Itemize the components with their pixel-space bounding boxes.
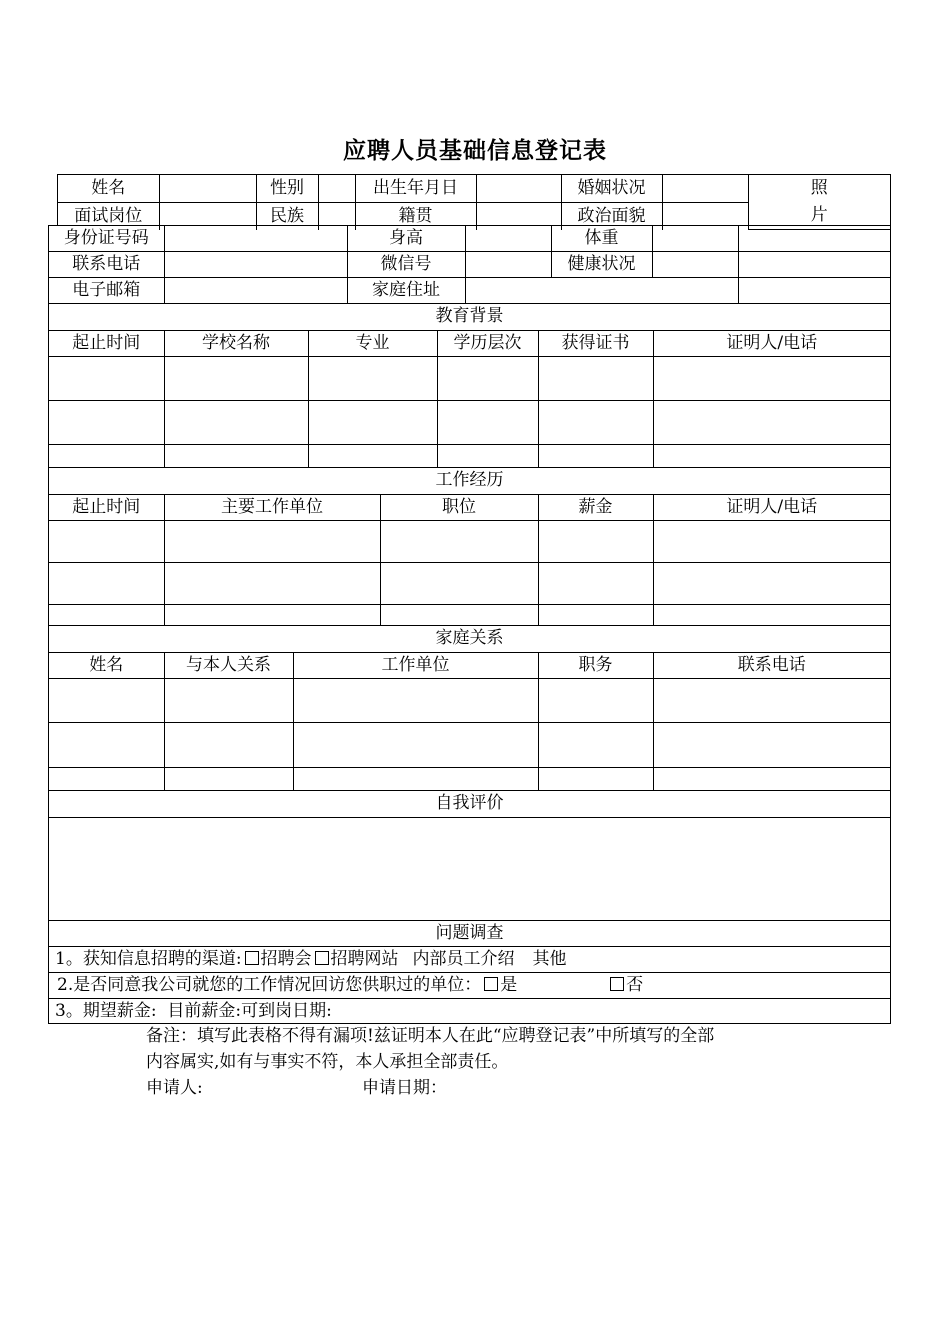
q1-option-other[interactable]: 其他: [532, 948, 567, 969]
table-cell[interactable]: [293, 768, 538, 790]
email-label: 电子邮箱: [49, 278, 164, 303]
table-cell[interactable]: [164, 520, 380, 562]
marital-status-label: 婚姻状况: [561, 175, 662, 202]
table-cell[interactable]: [164, 356, 308, 400]
table-cell[interactable]: [164, 400, 308, 444]
edu-col-major: 专业: [308, 330, 437, 356]
table-cell[interactable]: [49, 356, 164, 400]
table-row: [49, 604, 890, 625]
gender-label: 性别: [256, 175, 318, 202]
wechat-label: 微信号: [347, 251, 465, 277]
self-evaluation-title: 自我评价: [49, 791, 890, 817]
table-cell[interactable]: [437, 445, 538, 467]
table-cell[interactable]: [437, 356, 538, 400]
table-cell[interactable]: [164, 723, 293, 768]
table-cell[interactable]: [164, 562, 380, 604]
education-title: 教育背景: [49, 304, 890, 330]
political-status-label: 政治面貌: [561, 202, 662, 229]
survey-question-3: 3。期望薪金: 目前薪金:可到岗日期:: [49, 998, 890, 1024]
applicant-label: 申请人:: [146, 1078, 203, 1098]
height-field[interactable]: [465, 226, 551, 251]
id-number-field[interactable]: [164, 226, 347, 251]
q1-option-job-website: 招聘网站: [330, 948, 399, 969]
basic-info-bottom: [48, 225, 891, 304]
table-cell[interactable]: [653, 604, 890, 625]
work-title: 工作经历: [49, 468, 890, 494]
evaluation-survey-section: [48, 790, 891, 1024]
work-col-position: 职位: [380, 494, 538, 520]
q2-option-no: 否: [626, 974, 644, 995]
table-cell[interactable]: [49, 400, 164, 444]
weight-label: 体重: [551, 226, 652, 251]
family-col-title: 职务: [538, 652, 653, 678]
q1-option-job-fair: 招聘会: [260, 948, 312, 969]
table-cell[interactable]: [653, 562, 890, 604]
hometown-label: 籍贯: [355, 202, 476, 229]
photo-label-2: 片: [810, 205, 828, 225]
edu-col-degree: 学历层次: [437, 330, 538, 356]
ethnicity-label: 民族: [256, 202, 318, 229]
q2-label: 2.是否同意我公司就您的工作情况回访您供职过的单位：: [57, 974, 482, 995]
work-col-employer: 主要工作单位: [164, 494, 380, 520]
table-cell[interactable]: [49, 562, 164, 604]
family-col-name: 姓名: [49, 652, 164, 678]
family-col-phone: 联系电话: [653, 652, 890, 678]
basic-info-top: [57, 174, 891, 226]
table-cell[interactable]: [653, 723, 890, 768]
table-cell[interactable]: [380, 562, 538, 604]
id-number-label: 身份证号码: [49, 226, 164, 251]
table-cell[interactable]: [164, 604, 380, 625]
declaration-line-2: 内容属实,如有与事实不符，本人承担全部责任。: [146, 1052, 509, 1072]
table-cell[interactable]: [308, 356, 437, 400]
name-field[interactable]: [159, 175, 256, 202]
table-cell[interactable]: [49, 520, 164, 562]
name-label: 姓名: [58, 175, 159, 202]
address-field[interactable]: [465, 278, 738, 303]
table-cell[interactable]: [538, 520, 653, 562]
table-cell[interactable]: [164, 768, 293, 790]
declaration-line-1: 备注：填写此表格不得有漏项!兹证明本人在此“应聘登记表”中所填写的全部: [146, 1026, 715, 1046]
self-evaluation-field[interactable]: [49, 817, 890, 920]
edu-col-period: 起止时间: [49, 330, 164, 356]
table-cell[interactable]: [164, 445, 308, 467]
table-cell[interactable]: [653, 678, 890, 723]
table-cell[interactable]: [308, 445, 437, 467]
q2-option-yes: 是: [500, 974, 518, 995]
table-cell[interactable]: [308, 400, 437, 444]
position-label: 面试岗位: [58, 202, 159, 229]
extra-field-3[interactable]: [738, 278, 890, 303]
work-section: [48, 467, 891, 626]
table-cell[interactable]: [49, 604, 164, 625]
form-title: 应聘人员基础信息登记表: [343, 137, 607, 164]
health-label: 健康状况: [551, 251, 652, 277]
table-cell[interactable]: [538, 445, 653, 467]
table-row: [49, 723, 890, 768]
table-cell[interactable]: [164, 678, 293, 723]
table-cell[interactable]: [653, 445, 890, 467]
checkbox-no[interactable]: [610, 977, 624, 991]
table-row: [49, 768, 890, 790]
table-row: [49, 445, 890, 467]
extra-field-2[interactable]: [738, 251, 890, 277]
q1-label: 1。获知信息招聘的渠道:: [55, 948, 242, 969]
wechat-field[interactable]: [465, 251, 551, 277]
table-row: [49, 520, 890, 562]
application-date-label: 申请日期：: [362, 1078, 447, 1098]
edu-col-school: 学校名称: [164, 330, 308, 356]
table-cell[interactable]: [538, 768, 653, 790]
table-cell[interactable]: [538, 356, 653, 400]
table-cell[interactable]: [653, 400, 890, 444]
checkbox-job-website[interactable]: [315, 951, 329, 965]
table-cell[interactable]: [538, 562, 653, 604]
work-col-period: 起止时间: [49, 494, 164, 520]
edu-col-reference: 证明人/电话: [653, 330, 890, 356]
table-cell[interactable]: [293, 678, 538, 723]
table-cell[interactable]: [653, 520, 890, 562]
height-label: 身高: [347, 226, 465, 251]
photo-box[interactable]: [748, 175, 890, 230]
table-cell[interactable]: [538, 400, 653, 444]
phone-label: 联系电话: [49, 251, 164, 277]
table-cell[interactable]: [538, 723, 653, 768]
table-cell[interactable]: [653, 768, 890, 790]
table-cell[interactable]: [49, 768, 164, 790]
table-cell[interactable]: [49, 723, 164, 768]
table-row: [49, 562, 890, 604]
table-cell[interactable]: [437, 400, 538, 444]
birth-date-field[interactable]: [476, 175, 561, 202]
work-col-reference: 证明人/电话: [653, 494, 890, 520]
family-title: 家庭关系: [49, 626, 890, 652]
birth-date-label: 出生年月日: [355, 175, 476, 202]
table-cell[interactable]: [380, 520, 538, 562]
q1-option-referral[interactable]: 内部员工介绍: [412, 948, 515, 969]
family-col-relation: 与本人关系: [164, 652, 293, 678]
table-cell[interactable]: [538, 678, 653, 723]
education-section: [48, 303, 891, 468]
gender-field[interactable]: [318, 175, 355, 202]
table-cell[interactable]: [49, 678, 164, 723]
table-row: [49, 356, 890, 400]
table-cell[interactable]: [653, 356, 890, 400]
marital-status-field[interactable]: [662, 175, 748, 202]
family-col-employer: 工作单位: [293, 652, 538, 678]
photo-label-1: 照: [810, 178, 828, 198]
email-field[interactable]: [164, 278, 347, 303]
address-label: 家庭住址: [347, 278, 465, 303]
table-cell[interactable]: [538, 604, 653, 625]
phone-field[interactable]: [164, 251, 347, 277]
table-row: [49, 678, 890, 723]
survey-question-1: [49, 946, 890, 972]
table-cell[interactable]: [49, 445, 164, 467]
checkbox-yes[interactable]: [484, 977, 498, 991]
survey-question-2: [49, 972, 890, 998]
family-section: [48, 625, 891, 791]
edu-col-certificate: 获得证书: [538, 330, 653, 356]
weight-field[interactable]: [652, 226, 738, 251]
table-row: [49, 400, 890, 444]
checkbox-job-fair[interactable]: [245, 951, 259, 965]
table-cell[interactable]: [380, 604, 538, 625]
health-field[interactable]: [652, 251, 738, 277]
extra-field-1[interactable]: [738, 226, 890, 251]
survey-title: 问题调查: [49, 920, 890, 946]
work-col-salary: 薪金: [538, 494, 653, 520]
table-cell[interactable]: [293, 723, 538, 768]
